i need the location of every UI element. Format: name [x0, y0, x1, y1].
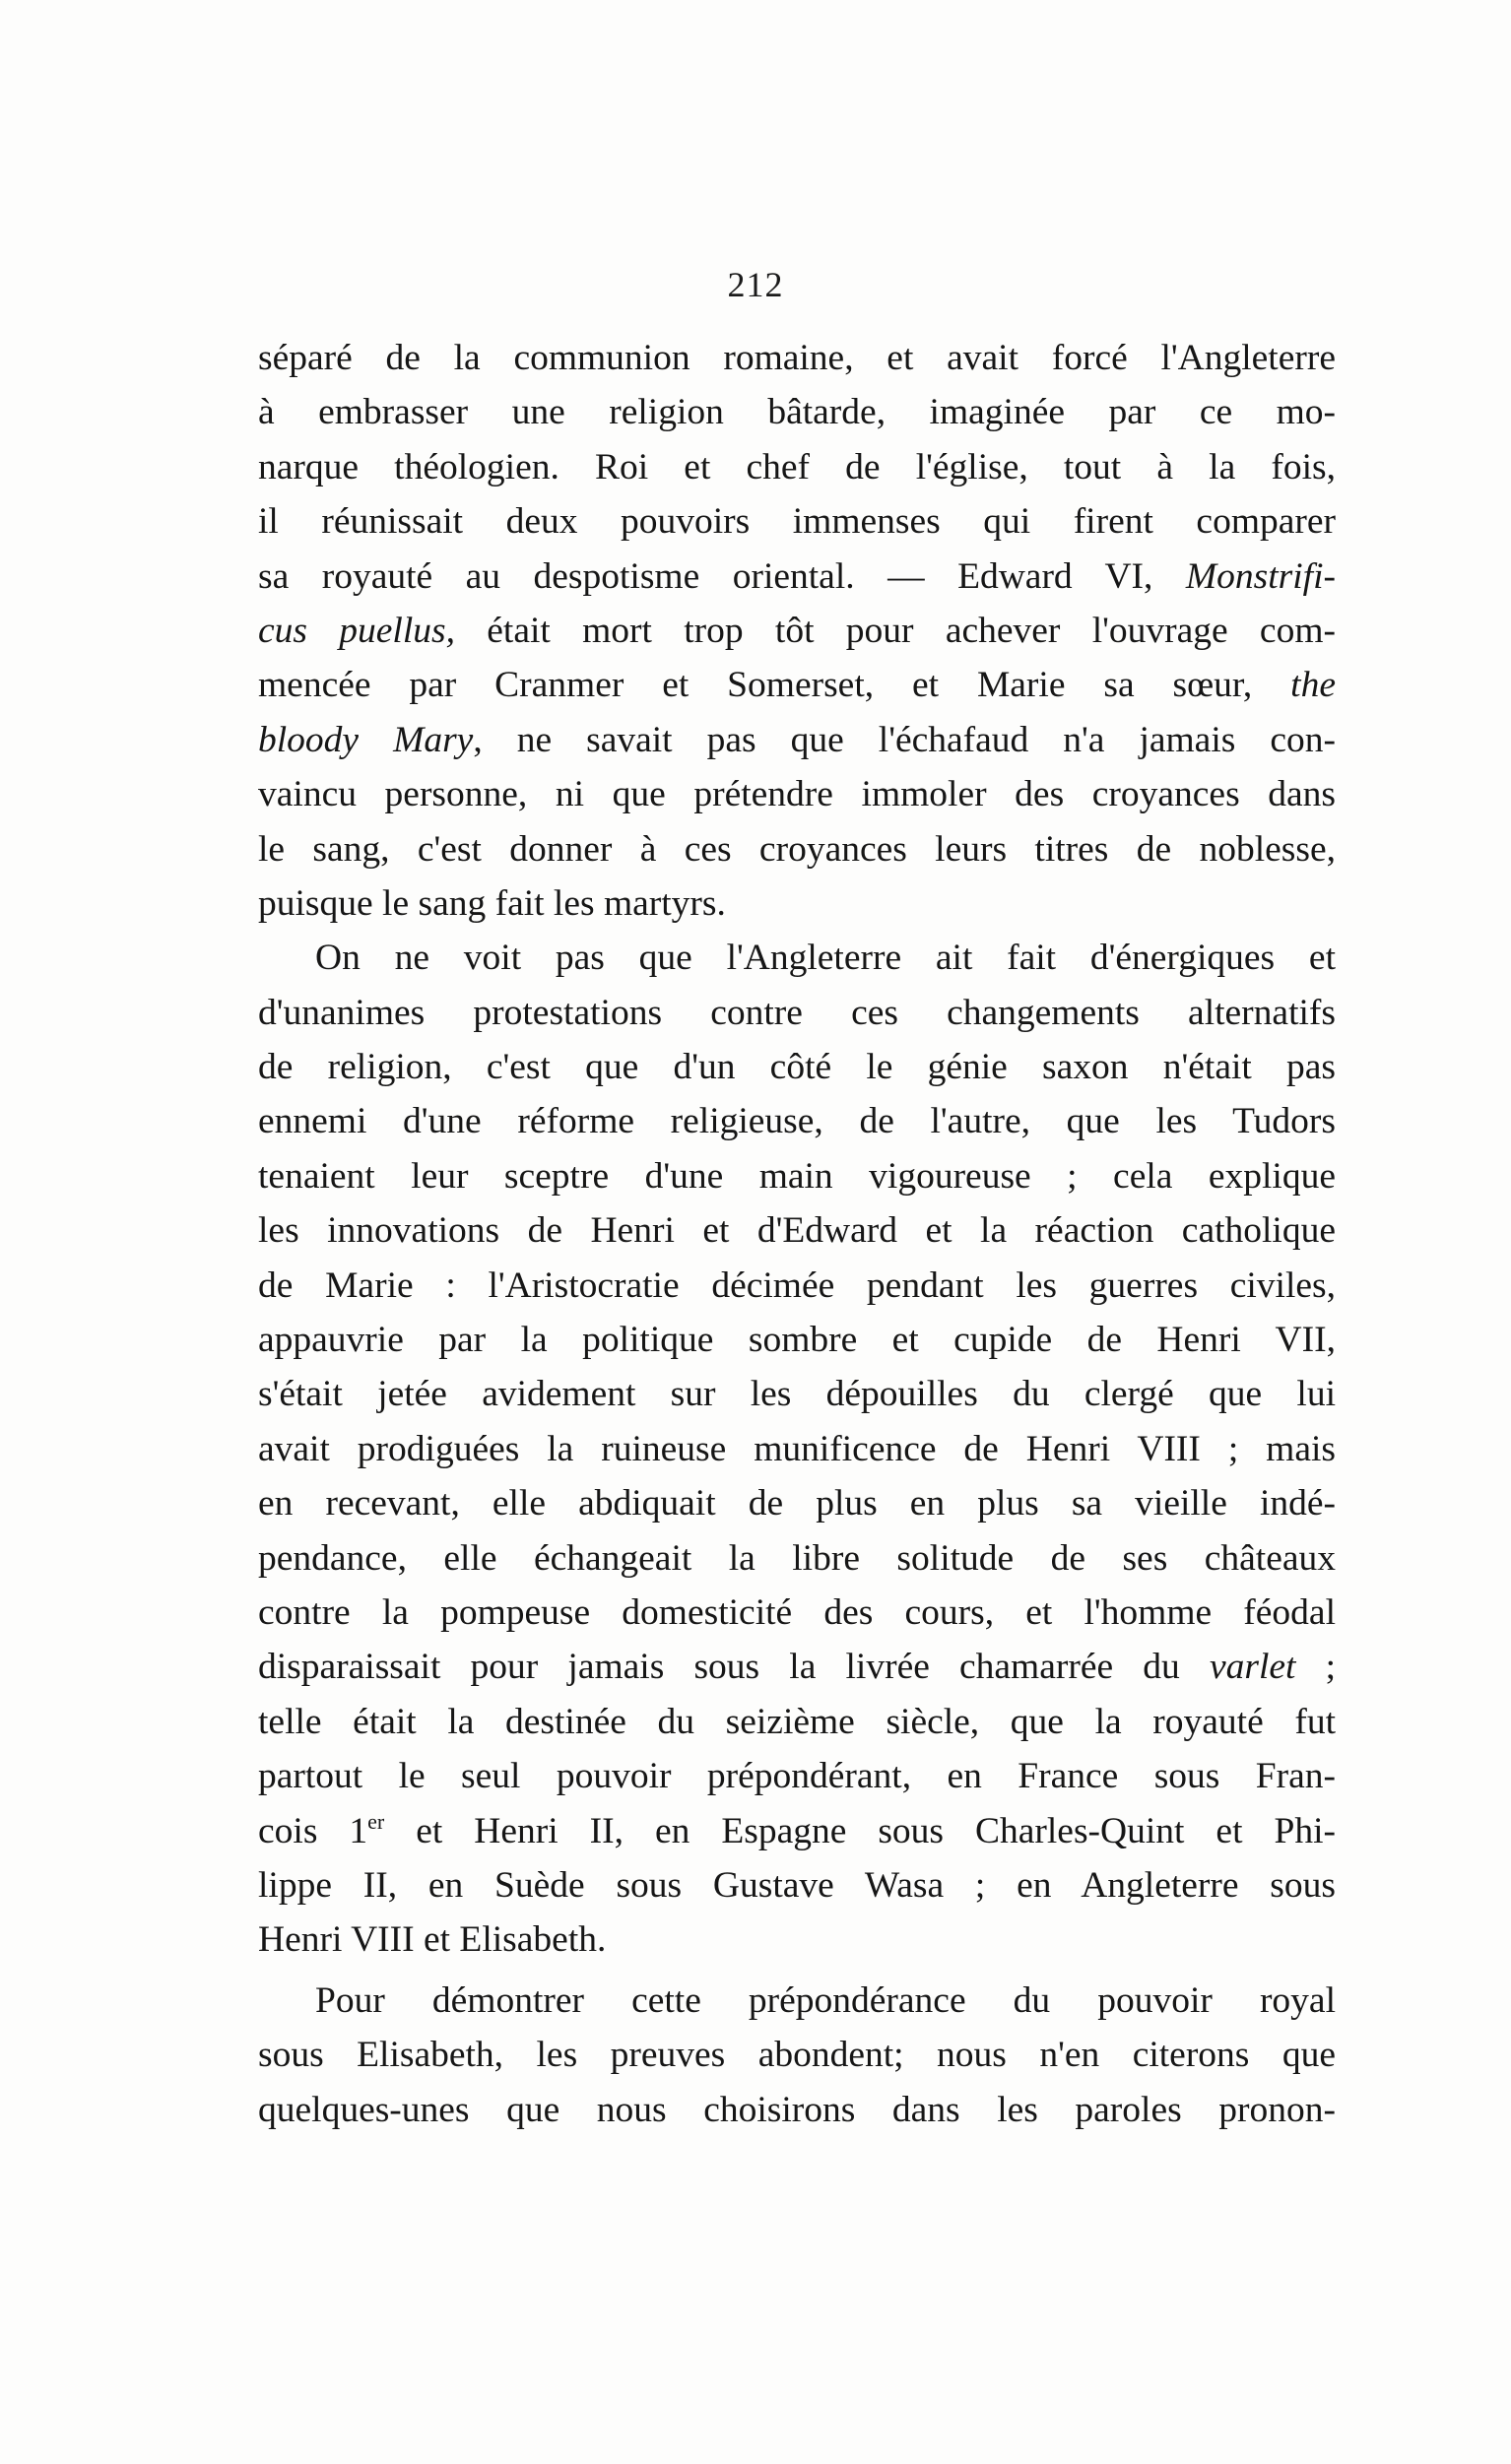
text-line: à embrasser une religion bâtarde, imaginée par ce mo-	[258, 392, 1336, 433]
text-line: mencée par Cranmer et Somerset, et Marie sa sœur, the	[258, 665, 1336, 706]
text-line: disparaissait pour jamais sous la livrée chamarrée du varlet ;	[258, 1647, 1337, 1688]
text-line: avait prodiguées la ruineuse munificence de Henri VIII ; mais	[258, 1428, 1336, 1469]
text-line: sa royauté au despotisme oriental. — Edward VI, Monstrifi-	[258, 555, 1336, 597]
text-line: Henri VIII et Elisabeth.	[258, 1919, 607, 1961]
superscript: er	[367, 1808, 385, 1834]
italic-text: varlet	[1209, 1647, 1296, 1688]
text-line: d'unanimes protestations contre ces changements alternatifs	[258, 992, 1336, 1033]
text-line: telle était la destinée du seizième siècle, que la royauté fut	[258, 1701, 1336, 1742]
text-line: partout le seul pouvoir prépondérant, en France sous Fran-	[258, 1756, 1336, 1797]
text-line: puisque le sang fait les martyrs.	[258, 882, 726, 924]
text-line: les innovations de Henri et d'Edward et la réaction catholique	[258, 1210, 1336, 1252]
italic-text: bloody Mary	[258, 719, 474, 760]
text-line: de Marie : l'Aristocratie décimée pendant les guerres civiles,	[258, 1264, 1336, 1306]
text-line: quelques-unes que nous choisirons dans les paroles pronon-	[258, 2089, 1336, 2130]
italic-text: the	[1290, 665, 1336, 706]
text-line: pendance, elle échangeait la libre solitude de ses châteaux	[258, 1537, 1336, 1579]
text-line: s'était jetée avidement sur les dépouilles du clergé que lui	[258, 1374, 1336, 1415]
text-line: séparé de la communion romaine, et avait forcé l'Angleterre	[258, 338, 1336, 378]
text-line: contre la pompeuse domesticité des cours, et l'homme féodal	[258, 1591, 1336, 1633]
text-line: le sang, c'est donner à ces croyances leurs titres de noblesse,	[258, 828, 1336, 870]
text-line: On ne voit pas que l'Angleterre ait fait d'énergiques et	[315, 938, 1336, 979]
text-line: il réunissait deux pouvoirs immenses qui firent comparer	[258, 501, 1336, 543]
text-line: cus puellus, était mort trop tôt pour achever l'ouvrage com-	[258, 610, 1336, 651]
text-line: ennemi d'une réforme religieuse, de l'autre, que les Tudors	[258, 1101, 1336, 1142]
text-line: appauvrie par la politique sombre et cupide de Henri VII,	[258, 1320, 1336, 1361]
italic-text: Monstrifi-	[1185, 555, 1336, 597]
text-line: narque théologien. Roi et chef de l'église, tout à la fois,	[258, 446, 1336, 487]
text-line: tenaient leur sceptre d'une main vigoureuse ; cela explique	[258, 1155, 1336, 1197]
text-line: sous Elisabeth, les preuves abondent; nous n'en citerons que	[258, 2035, 1336, 2076]
text-line: bloody Mary, ne savait pas que l'échafaud n'a jamais con-	[258, 719, 1336, 760]
text-line: de religion, c'est que d'un côté le génie saxon n'était pas	[258, 1047, 1336, 1088]
text-line: cois 1er et Henri II, en Espagne sous Charles-Quint et Phi-	[258, 1808, 1336, 1851]
italic-text: cus puellus,	[258, 610, 455, 651]
text-line: en recevant, elle abdiquait de plus en plus sa vieille indé-	[258, 1483, 1336, 1524]
text-line: vaincu personne, ni que prétendre immoler des croyances dans	[258, 774, 1336, 815]
body-text	[258, 331, 1336, 2137]
text-line: Pour démontrer cette prépondérance du pouvoir royal	[315, 1979, 1336, 2021]
text-line: lippe II, en Suède sous Gustave Wasa ; en Angleterre sous	[258, 1864, 1336, 1906]
page-number: 212	[727, 265, 784, 304]
